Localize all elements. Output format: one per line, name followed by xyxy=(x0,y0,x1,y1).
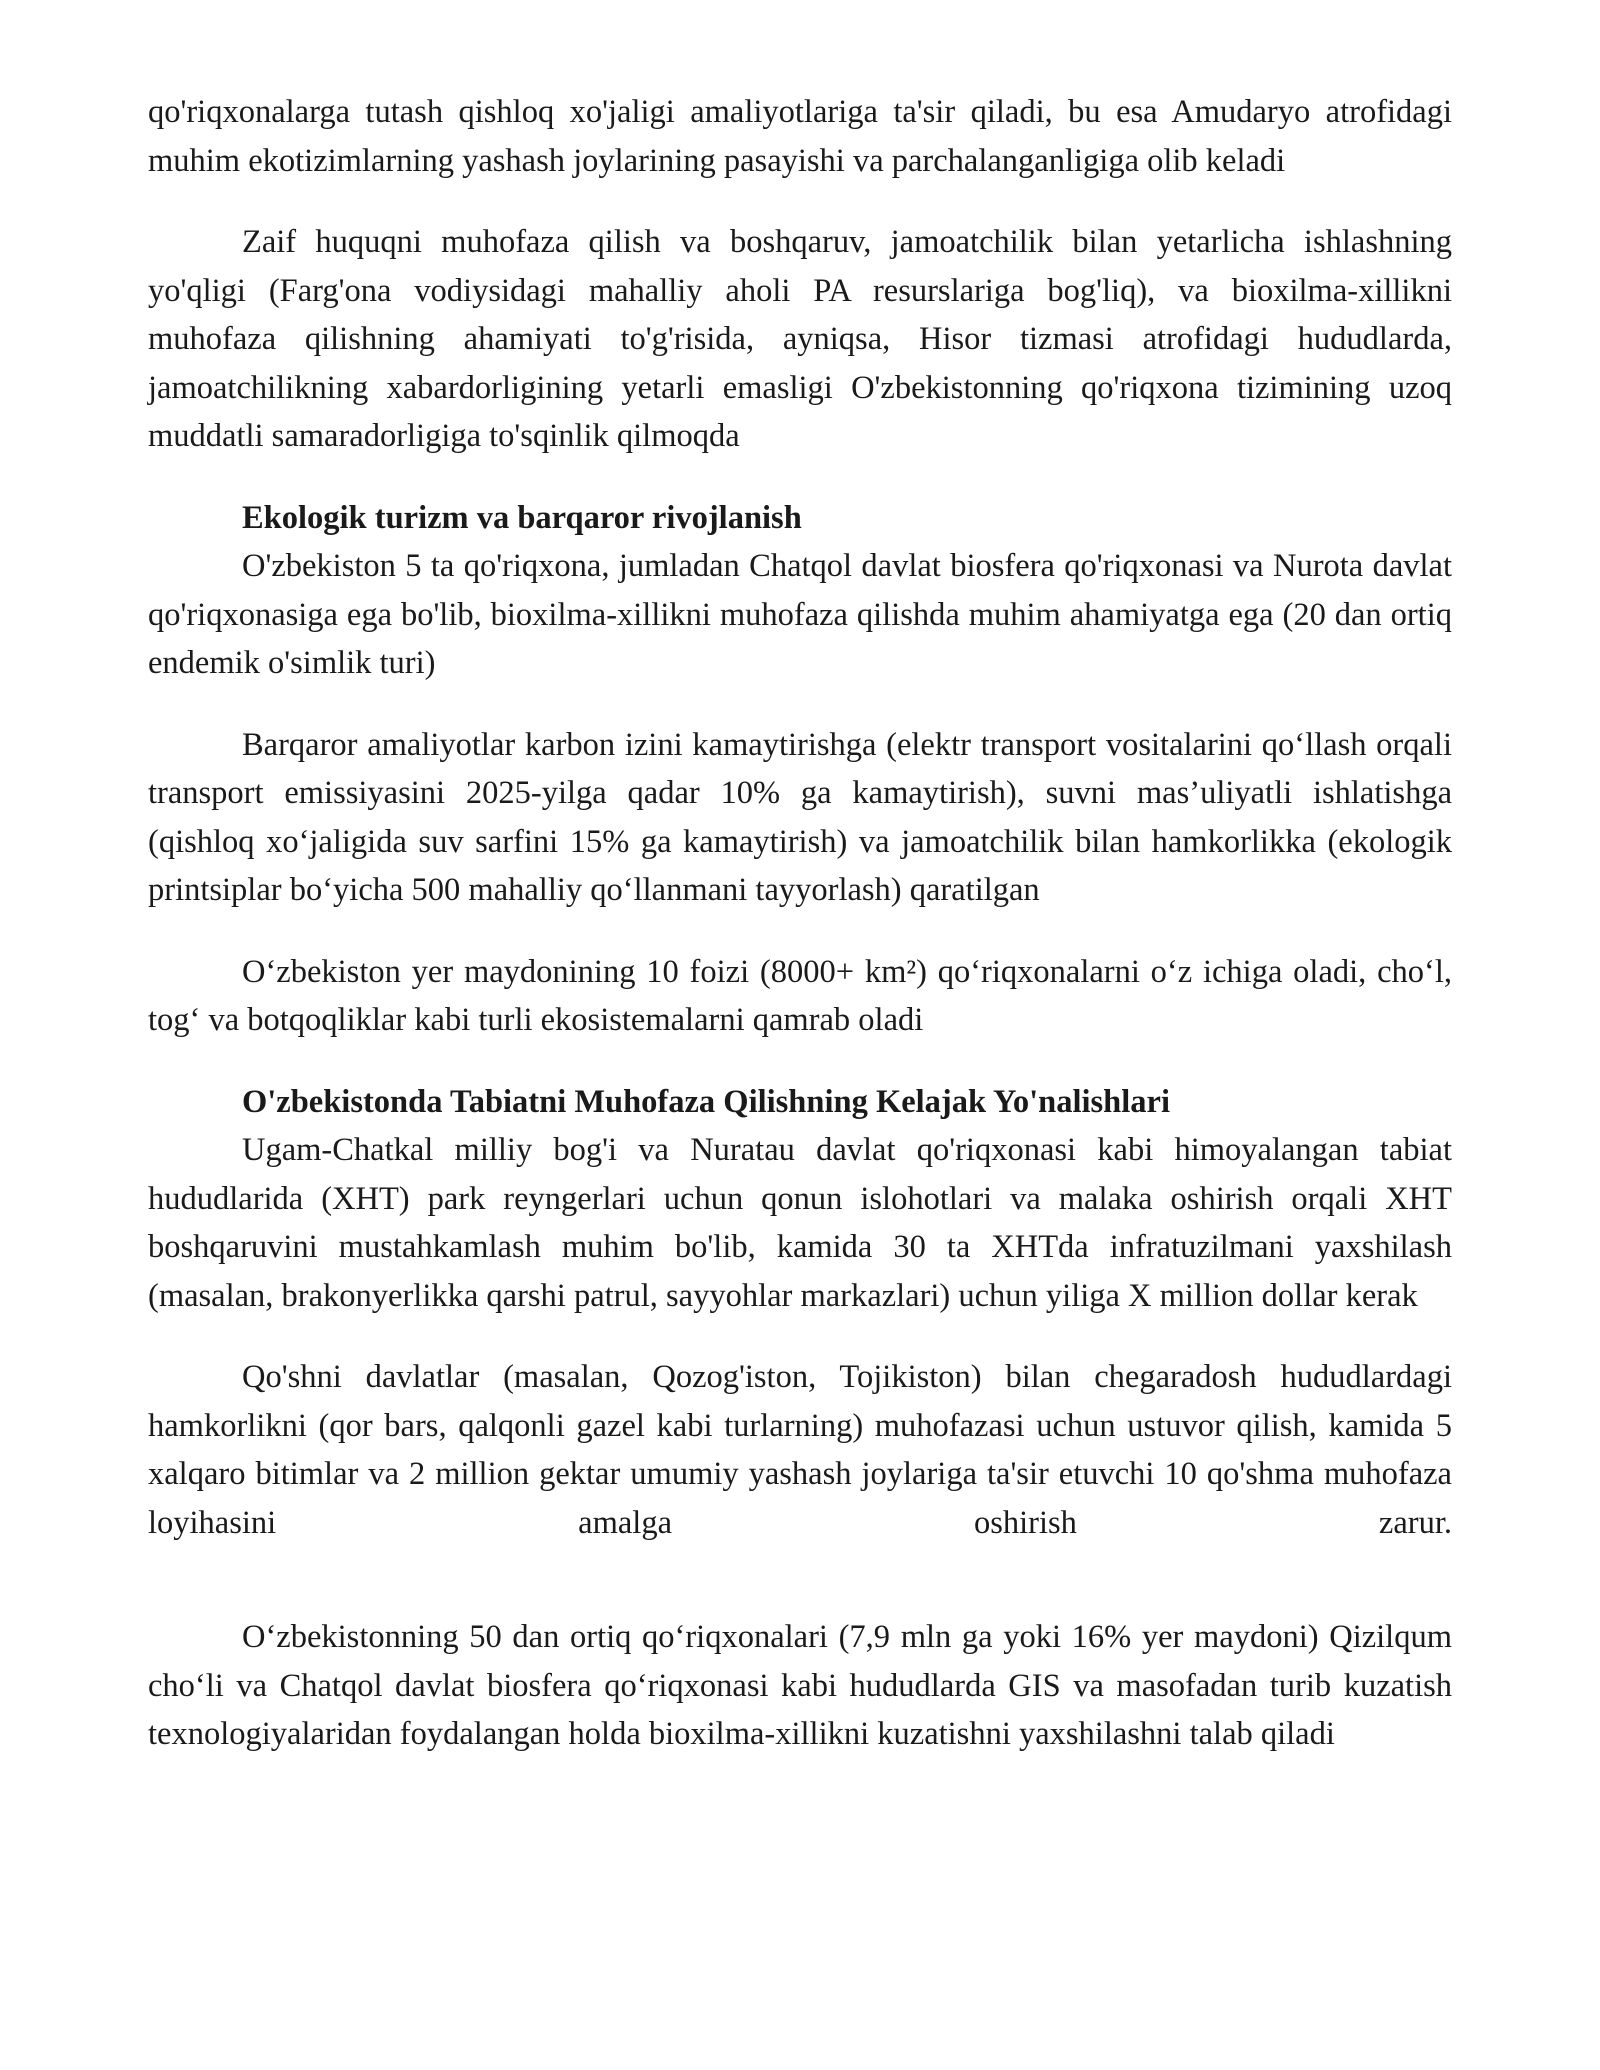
heading-future-directions: O'zbekistonda Tabiatni Muhofaza Qilishning Kelajak Yo'nalishlari xyxy=(242,1083,1170,1120)
paragraph-6: Ugam-Chatkal milliy bog'i va Nuratau davlat qo'riqxonasi kabi himoyalangan tabiat hududlarida (XHT) park reyngerlari uchun qonun islohotlari va malaka oshirish orqali XHT boshqaruvini mustahkamlash muhim bo'lib, kamida 30 ta XHTda infratuzilmani yaxshilash (masalan, brakonyerlikka qarshi patrul, sayyohlar markazlari) uchun yiliga X million dollar kerak xyxy=(148,1132,1452,1314)
document-page xyxy=(148,88,1452,1759)
paragraph-2: Zaif huquqni muhofaza qilish va boshqaruv, jamoatchilik bilan yetarlicha ishlashning yo'qligi (Farg'ona vodiysidagi mahalliy aholi PA resurslariga bog'liq), va bioxilma-xillikni muhofaza qilishning ahamiyati to'g'risida, ayniqsa, Hisor tizmasi atrofidagi hududlarda, jamoatchilikning xabardorligining yetarli emasligi O'zbekistonning qo'riqxona tizimining uzoq muddatli samaradorligiga to'sqinlik qilmoqda xyxy=(148,224,1452,454)
paragraph-5: O‘zbekiston yer maydonining 10 foizi (8000+ km²) qo‘riqxonalarni o‘z ichiga oladi, cho‘l, tog‘ va botqoqliklar kabi turli ekosistemalarni qamrab oladi xyxy=(148,953,1452,1038)
paragraph-3: O'zbekiston 5 ta qo'riqxona, jumladan Chatqol davlat biosfera qo'riqxonasi va Nurota davlat qo'riqxonasiga ega bo'lib, bioxilma-xillikni muhofaza qilishda muhim ahamiyatga ega (20 dan ortiq endemik o'simlik turi) xyxy=(148,548,1452,681)
paragraph-4: Barqaror amaliyotlar karbon izini kamaytirishga (elektr transport vositalarini qo‘llash orqali transport emissiyasini 2025-yilga qadar 10% ga kamaytirish), suvni mas’uliyatli ishlatishga (qishloq xo‘jaligida suv sarfini 15% ga kamaytirish) va jamoatchilik bilan hamkorlikka (ekologik printsiplar bo‘yicha 500 mahalliy qo‘llanmani tayyorlash) qaratilgan xyxy=(148,726,1452,908)
paragraph-1: qo'riqxonalarga tutash qishloq xo'jaligi amaliyotlariga ta'sir qiladi, bu esa Amudaryo atrofidagi muhim ekotizimlarning yashash joylarining pasayishi va parchalanganligiga olib keladi xyxy=(148,94,1452,179)
paragraph-8: O‘zbekistonning 50 dan ortiq qo‘riqxonalari (7,9 mln ga yoki 16% yer maydoni) Qizilqum cho‘li va Chatqol davlat biosfera qo‘riqxonasi kabi hududlarda GIS va masofadan turib kuzatish texnologiyalaridan foydalangan holda bioxilma-xillikni kuzatishni yaxshilashni talab qiladi xyxy=(148,1619,1452,1752)
heading-ecotourism: Ekologik turizm va barqaror rivojlanish xyxy=(242,499,802,536)
paragraph-7: Qo'shni davlatlar (masalan, Qozog'iston, Tojikiston) bilan chegaradosh hududlardagi hamkorlikni (qor bars, qalqonli gazel kabi turlarning) muhofazasi uchun ustuvor qilish, kamida 5 xalqaro bitimlar va 2 million gektar umumiy yashash joylariga ta'sir etuvchi 10 qo'shma muhofaza loyihasini amalga oshirish zarur. xyxy=(148,1359,1452,1541)
